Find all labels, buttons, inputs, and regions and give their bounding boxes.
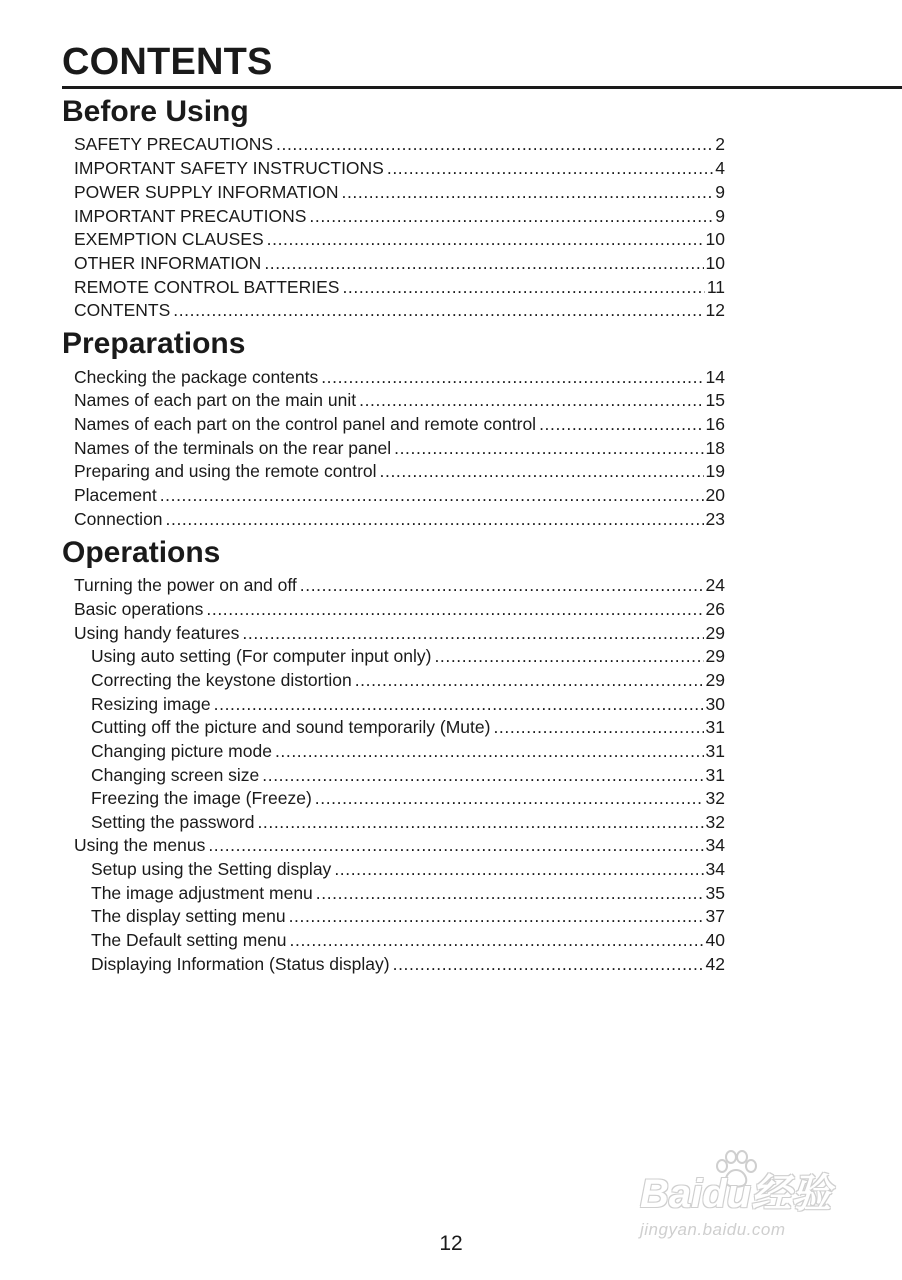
dot-leader [380, 460, 704, 482]
dot-leader [315, 787, 704, 809]
section-title-operations: Operations [62, 536, 221, 569]
toc-entry-page: 4 [715, 158, 725, 178]
toc-entry[interactable] [74, 622, 725, 644]
toc-subentry[interactable] [91, 669, 725, 691]
dot-leader [539, 413, 703, 435]
toc-entry-page: 29 [705, 670, 725, 690]
toc-entry-label: REMOTE CONTROL BATTERIES [74, 277, 340, 297]
toc-entry-label: Connection [74, 509, 163, 529]
toc-entry-page: 15 [705, 390, 725, 410]
dot-leader [262, 764, 703, 786]
toc-entry-page: 11 [706, 277, 725, 297]
toc-entry[interactable] [74, 598, 725, 620]
toc-entry-label: Basic operations [74, 599, 204, 619]
toc-entry-label: SAFETY PRECAUTIONS [74, 134, 274, 154]
dot-leader [300, 574, 704, 596]
dot-leader [342, 276, 704, 298]
toc-entry-label: Cutting off the picture and sound temporarily (Mute) [91, 717, 491, 737]
toc-subentry[interactable] [91, 645, 725, 667]
dot-leader [267, 228, 704, 250]
dot-leader [257, 811, 703, 833]
dot-leader [309, 205, 713, 227]
toc-entry[interactable] [74, 252, 725, 274]
dot-leader [289, 905, 704, 927]
toc-entry-page: 12 [705, 300, 725, 320]
toc-subentry[interactable] [91, 929, 725, 951]
toc-entry-page: 34 [705, 835, 725, 855]
toc-entry-page: 31 [705, 765, 725, 785]
toc-entry-label: Using auto setting (For computer input only) [91, 646, 432, 666]
dot-leader [434, 645, 703, 667]
toc-entry[interactable] [74, 413, 725, 435]
toc-subentry[interactable] [91, 740, 725, 762]
toc-entry-page: 14 [705, 367, 725, 387]
toc-entry-label: Names of each part on the main unit [74, 390, 357, 410]
toc-entry-label: Preparing and using the remote control [74, 461, 377, 481]
toc-entry-page: 24 [705, 575, 725, 595]
dot-leader [359, 389, 703, 411]
toc-entry-page: 19 [705, 461, 725, 481]
toc-entry-label: Correcting the keystone distortion [91, 670, 352, 690]
toc-subentry[interactable] [91, 882, 725, 904]
toc-entry-page: 2 [715, 134, 725, 154]
toc-entry-page: 10 [705, 229, 725, 249]
toc-entry-page: 35 [705, 883, 725, 903]
watermark-url: jingyan.baidu.com [640, 1220, 786, 1239]
toc-entry-label: Changing picture mode [91, 741, 272, 761]
toc-entry[interactable] [74, 133, 725, 155]
toc-entry-label: The display setting menu [91, 906, 286, 926]
toc-entry-label: IMPORTANT PRECAUTIONS [74, 206, 307, 226]
toc-entry[interactable] [74, 276, 725, 298]
toc-entry-label: IMPORTANT SAFETY INSTRUCTIONS [74, 158, 384, 178]
toc-subentry[interactable] [91, 811, 725, 833]
toc-entry-page: 31 [705, 741, 725, 761]
toc-entry-page: 18 [705, 438, 725, 458]
toc-entry-label: Checking the package contents [74, 367, 319, 387]
dot-leader [206, 598, 703, 620]
toc-entry[interactable] [74, 484, 725, 506]
toc-entry[interactable] [74, 181, 725, 203]
toc-entry-label: Using the menus [74, 835, 206, 855]
dot-leader [264, 252, 703, 274]
toc-entry-label: CONTENTS [74, 300, 171, 320]
toc-entry[interactable] [74, 508, 725, 530]
toc-entry-label: The Default setting menu [91, 930, 287, 950]
watermark-brand: Baidu经验 [640, 1172, 832, 1216]
dot-leader [173, 299, 703, 321]
page-title: CONTENTS [62, 41, 273, 83]
dot-leader [394, 437, 703, 459]
toc-entry[interactable] [74, 205, 725, 227]
toc-entry-page: 32 [705, 788, 725, 808]
toc-entry[interactable] [74, 389, 725, 411]
toc-subentry[interactable] [91, 905, 725, 927]
toc-entry[interactable] [74, 460, 725, 482]
title-rule [62, 86, 902, 89]
toc-entry-label: EXEMPTION CLAUSES [74, 229, 264, 249]
dot-leader [493, 716, 703, 738]
section-title-preparations: Preparations [62, 327, 246, 360]
toc-entry-page: 9 [715, 182, 725, 202]
toc-entry-label: Changing screen size [91, 765, 260, 785]
toc-entry-label: Setting the password [91, 812, 255, 832]
dot-leader [316, 882, 704, 904]
dot-leader [214, 693, 704, 715]
toc-subentry[interactable] [91, 693, 725, 715]
toc-subentry[interactable] [91, 716, 725, 738]
dot-leader [334, 858, 703, 880]
dot-leader [208, 834, 703, 856]
dot-leader [166, 508, 704, 530]
toc-entry-label: Turning the power on and off [74, 575, 297, 595]
toc-entry-page: 9 [715, 206, 725, 226]
section-title-before-using: Before Using [62, 95, 249, 128]
toc-entry-page: 26 [705, 599, 725, 619]
toc-entry-page: 37 [705, 906, 725, 926]
toc-entry-page: 10 [705, 253, 725, 273]
toc-entry-page: 29 [705, 623, 725, 643]
toc-entry-label: Resizing image [91, 694, 211, 714]
toc-subentry[interactable] [91, 953, 725, 975]
dot-leader [290, 929, 704, 951]
toc-entry-page: 42 [705, 954, 725, 974]
toc-subentry[interactable] [91, 858, 725, 880]
toc-subentry[interactable] [91, 764, 725, 786]
toc-subentry[interactable] [91, 787, 725, 809]
page-number: 12 [439, 1232, 463, 1255]
toc-entry-label: OTHER INFORMATION [74, 253, 262, 273]
dot-leader [160, 484, 704, 506]
toc-entry-label: Freezing the image (Freeze) [91, 788, 312, 808]
toc-entry[interactable] [74, 834, 725, 856]
toc-entry-label: Names of each part on the control panel and remote control [74, 414, 537, 434]
toc-entry-page: 31 [705, 717, 725, 737]
toc-entry[interactable] [74, 228, 725, 250]
toc-entry-page: 16 [705, 414, 725, 434]
toc-entry-label: Displaying Information (Status display) [91, 954, 390, 974]
toc-entry[interactable] [74, 299, 725, 321]
dot-leader [393, 953, 704, 975]
toc-entry[interactable] [74, 574, 725, 596]
toc-entry-page: 34 [705, 859, 725, 879]
dot-leader [387, 157, 713, 179]
toc-entry-page: 32 [705, 812, 725, 832]
toc-entry-page: 29 [705, 646, 725, 666]
dot-leader [341, 181, 713, 203]
toc-entry-page: 30 [705, 694, 725, 714]
toc-entry-label: Using handy features [74, 623, 240, 643]
toc-entry[interactable] [74, 366, 725, 388]
dot-leader [242, 622, 703, 644]
toc-entry-label: Placement [74, 485, 157, 505]
dot-leader [276, 133, 713, 155]
toc-entry[interactable] [74, 437, 725, 459]
toc-entry-label: The image adjustment menu [91, 883, 313, 903]
dot-leader [275, 740, 704, 762]
toc-entry[interactable] [74, 157, 725, 179]
toc-entry-label: Setup using the Setting display [91, 859, 332, 879]
toc-entry-page: 40 [705, 930, 725, 950]
toc-entry-page: 23 [705, 509, 725, 529]
toc-entry-page: 20 [705, 485, 725, 505]
toc-entry-label: POWER SUPPLY INFORMATION [74, 182, 339, 202]
toc-entry-label: Names of the terminals on the rear panel [74, 438, 392, 458]
dot-leader [321, 366, 703, 388]
dot-leader [355, 669, 704, 691]
